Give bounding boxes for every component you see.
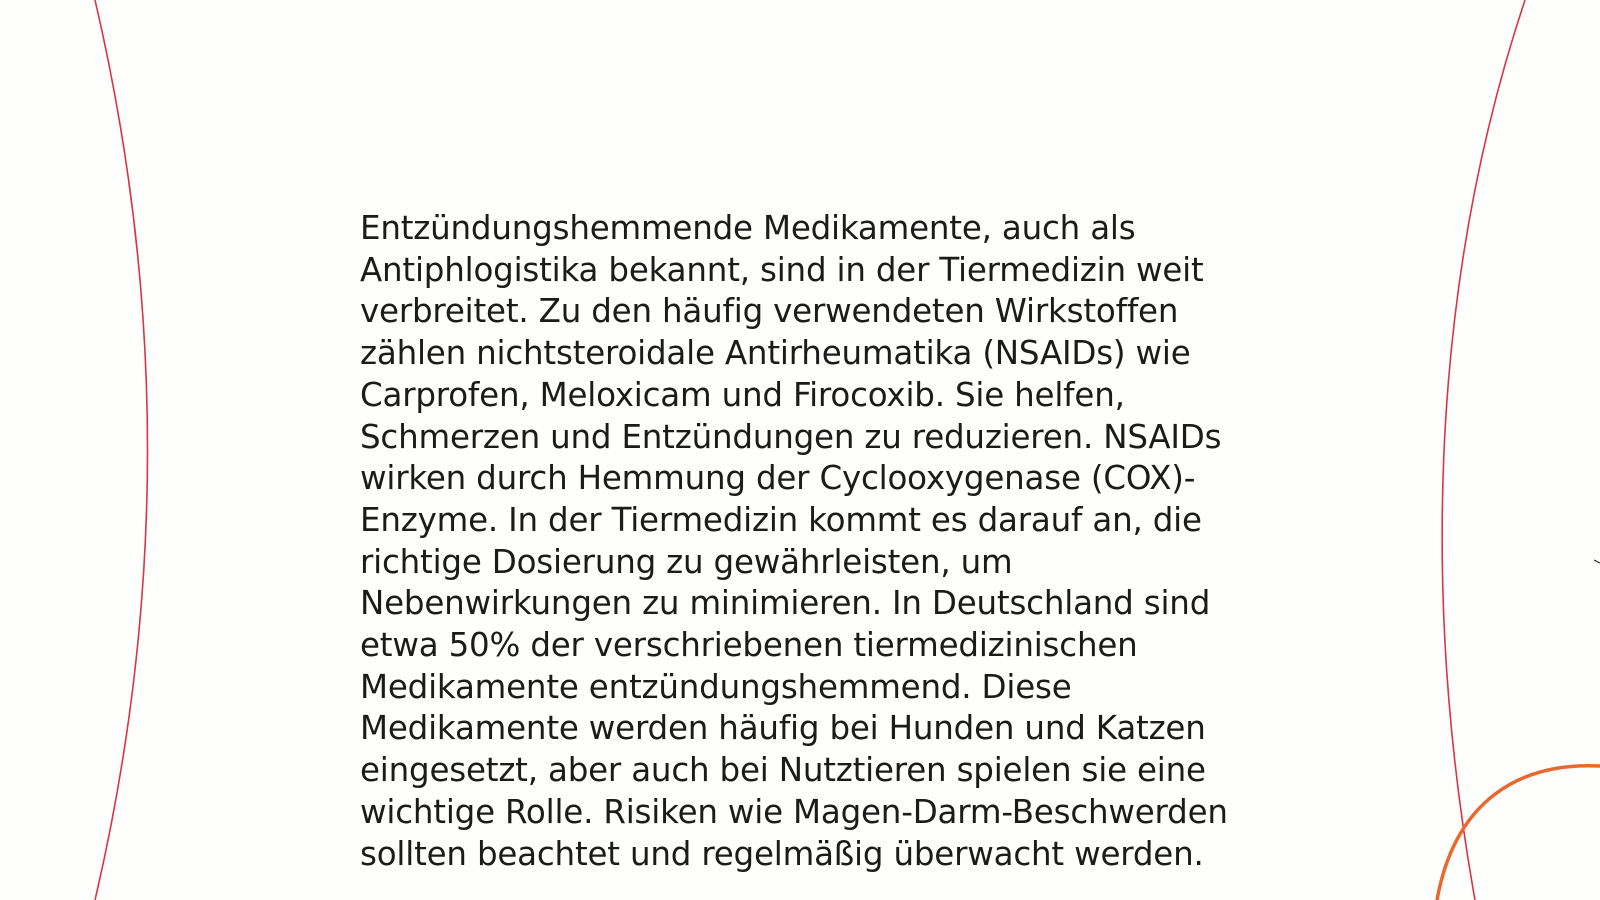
paragraph-line: Entzündungshemmende Medikamente, auch als [360, 209, 1136, 247]
paragraph-line: zählen nichtsteroidale Antirheumatika (NSAIDs) wie [360, 334, 1191, 373]
paragraph-line: Medikamente entzündungshemmend. Diese [360, 667, 1072, 706]
paragraph-line: Antiphlogistika bekannt, sind in der Tiermedizin weit [360, 250, 1204, 289]
paragraph-line: Schmerzen und Entzündungen zu reduzieren. NSAIDs [360, 417, 1222, 456]
paragraph-line: verbreitet. Zu den häufig verwendeten Wirkstoffen [360, 292, 1179, 331]
small-tick-mark [1594, 560, 1600, 563]
paragraph-line: etwa 50% der verschriebenen tiermedizinischen [360, 626, 1138, 665]
body-paragraph [360, 208, 1250, 875]
paragraph-line: eingesetzt, aber auch bei Nutztieren spielen sie eine [360, 751, 1206, 790]
paragraph-line: richtige Dosierung zu gewährleisten, um [360, 542, 1013, 581]
left-arc-curve [95, 0, 148, 900]
paragraph-line: Enzyme. In der Tiermedizin kommt es darauf an, die [360, 500, 1202, 539]
paragraph-line: sollten beachtet und regelmäßig überwacht werden. [360, 834, 1204, 873]
paragraph-line: Medikamente werden häufig bei Hunden und Katzen [360, 709, 1206, 748]
orange-circle-arc [1437, 766, 1600, 900]
right-arc-curve [1442, 0, 1525, 900]
paragraph-line: Carprofen, Meloxicam und Firocoxib. Sie helfen, [360, 375, 1125, 414]
paragraph-line: wirken durch Hemmung der Cyclooxygenase (COX)- [360, 459, 1196, 498]
paragraph-line: wichtige Rolle. Risiken wie Magen-Darm-Beschwerden [360, 792, 1228, 831]
paragraph-line: Nebenwirkungen zu minimieren. In Deutschland sind [360, 584, 1211, 623]
